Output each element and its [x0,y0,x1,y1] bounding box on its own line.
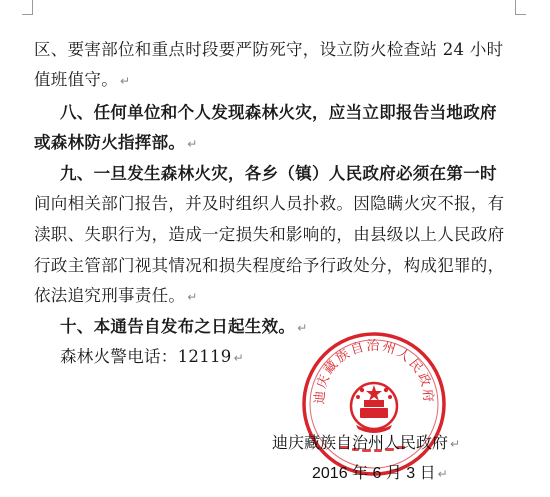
clause-9-line-1: 九、一旦发生森林火灾，各乡（镇）人民政府必须在第一时 [60,164,497,183]
page-corner-mark-left [22,0,33,15]
national-emblem-icon [351,383,397,433]
official-seal-stamp [300,330,448,478]
page-corner-mark-right [515,0,526,15]
clause-10-line: 十、本通告自发布之日起生效。 ↵ [60,317,308,336]
body-line-1: 区、要害部位和重点时段要严防死守，设立防火检查站 24 小时 [34,40,504,59]
clause-8-line-1: 八、任何单位和个人发现森林火灾，应当立即报告当地政府 [60,103,497,122]
clause-9-line-2: 间向相关部门报告，并及时组织人员扑救。因隐瞒火灾不报，有 [34,194,505,213]
clause-9-line-3: 渎职、失职行为，造成一定损失和影响的，由县级以上人民政府 [34,225,505,244]
issue-date: 2016 年 6 月 3 日 ↵ [312,465,448,482]
issuer-name: 迪庆藏族自治州人民政府 ↵ [272,435,461,452]
clause-8-line-2: 或森林防火指挥部。 ↵ [34,133,198,152]
hotline-line: 森林火警电话：12119 ↵ [60,347,244,366]
clause-9-line-4: 行政主管部门视其情况和损失程度给予行政处分，构成犯罪的， [34,256,505,275]
clause-9-line-5: 依法追究刑事责任。 ↵ [34,286,198,305]
seal-arc-text: 迪庆藏族自治州人民政府 [312,339,436,405]
body-line-2: 值班值守。 ↵ [34,70,131,89]
